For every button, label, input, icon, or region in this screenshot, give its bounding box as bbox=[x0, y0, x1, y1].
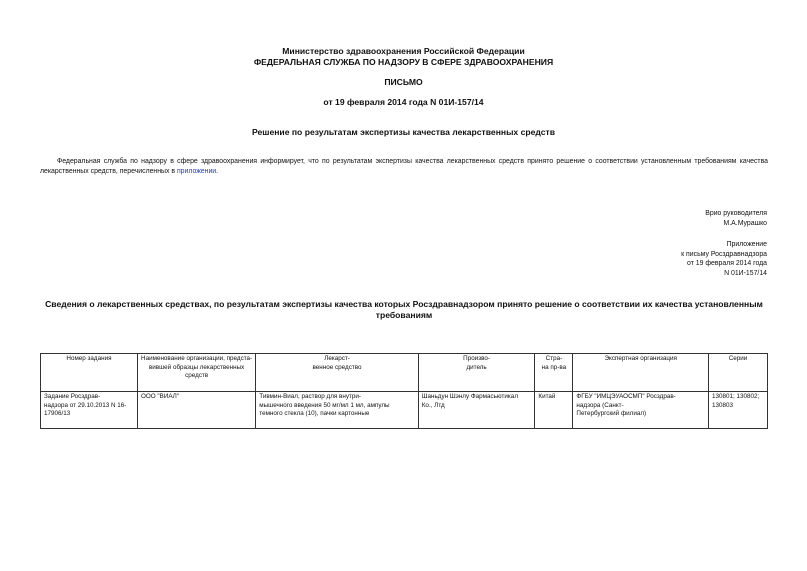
ministry-name: Министерство здравоохранения Российской Федерации bbox=[282, 46, 525, 56]
appendix-heading bbox=[567, 240, 767, 278]
column-header: Лекарст- венное средство bbox=[256, 354, 418, 392]
column-header: Серии bbox=[708, 354, 767, 392]
signatory-name: М.А.Мурашко bbox=[723, 219, 767, 227]
info-title: Сведения о лекарственных средствах, по результатам экспертизы качества которых Росздравнадзором принято решение о соответствии их качества установленным требованиям bbox=[45, 299, 763, 320]
column-header: Наименование организации, предста- вившей образцы лекарственных средств bbox=[137, 354, 255, 392]
body-paragraph bbox=[40, 157, 768, 177]
table-cell: ФГБУ "ИМЦЭУАОСМП" Росздрав- надзора (Санкт- Петербургский филиал) bbox=[573, 392, 709, 429]
table-row bbox=[41, 392, 768, 429]
appendix-line: Приложение bbox=[726, 241, 767, 248]
column-header: Номер задания bbox=[41, 354, 138, 392]
document-date-number: от 19 февраля 2014 года N 01И-157/14 bbox=[323, 97, 484, 107]
service-name: ФЕДЕРАЛЬНАЯ СЛУЖБА ПО НАДЗОРУ В СФЕРЕ ЗДРАВООХРАНЕНИЯ bbox=[253, 57, 554, 67]
signature-block bbox=[567, 209, 767, 228]
table-cell: Задание Росздрав- надзора от 29.10.2013 N 16- 17906/13 bbox=[41, 392, 138, 429]
letter-header bbox=[0, 46, 807, 68]
body-paragraph-end: . bbox=[216, 168, 219, 175]
column-header: Произво- дитель bbox=[418, 354, 535, 392]
table-cell: 130801; 130802; 130803 bbox=[708, 392, 767, 429]
appendix-line: N 01И-157/14 bbox=[724, 269, 767, 277]
signatory-position: Врио руководителя bbox=[705, 210, 767, 217]
appendix-link[interactable]: приложении bbox=[176, 168, 217, 175]
table-cell: ООО "ВИАЛ" bbox=[137, 392, 255, 429]
appendix-line: от 19 февраля 2014 года bbox=[687, 260, 767, 267]
document-subject: Решение по результатам экспертизы качества лекарственных средств bbox=[251, 127, 556, 137]
column-header: Экспертная организация bbox=[573, 354, 709, 392]
table-cell: Шаньдун Шэнлу Фармасьютикал Ко., Лтд bbox=[418, 392, 535, 429]
document-type: ПИСЬМО bbox=[384, 77, 423, 87]
appendix-line: к письму Росздравнадзора bbox=[681, 250, 767, 258]
medicines-table bbox=[40, 353, 768, 429]
column-header: Стра- на пр-ва bbox=[535, 354, 573, 392]
body-paragraph-text: Федеральная служба по надзору в сфере здравоохранения информирует, что по результатам экспертизы качества лекарственных средств принято решение о соответствии установленным требованиям качества лекарственных средств, перечисленных в bbox=[40, 158, 768, 175]
table-cell: Китай bbox=[535, 392, 573, 429]
table-header-row bbox=[41, 354, 768, 392]
table-cell: Тивмин-Виал, раствор для внутри- мышечного введения 50 мг/мл 1 мл, ампулы темного стекла (10), пачки картонные bbox=[256, 392, 418, 429]
